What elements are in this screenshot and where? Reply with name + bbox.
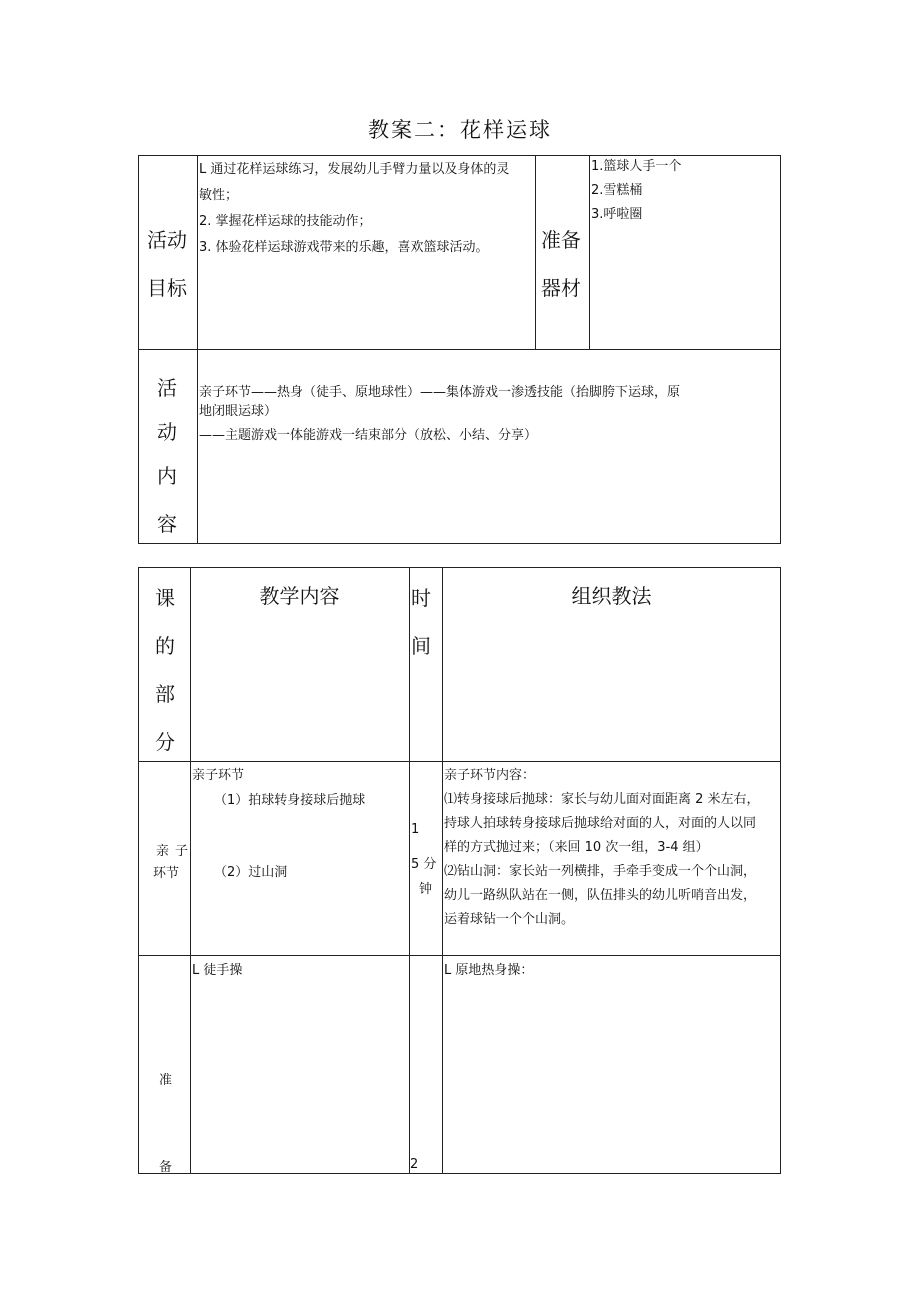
method-header: 组织教法 [571, 584, 652, 608]
list-item: 3.呼啦圈 [591, 207, 643, 222]
content-line: ——主题游戏一体能游戏一结束部分（放松、小结、分享） [199, 428, 538, 443]
table-divider [589, 155, 590, 349]
row-content: 亲子环节 [192, 768, 245, 783]
time-header: 时 [411, 586, 431, 610]
row-part-label: 准 [159, 1073, 173, 1088]
method-line: 运着球钻一个个山洞。 [444, 912, 575, 927]
table-divider [190, 567, 191, 1174]
part-header: 的 [155, 634, 175, 658]
content-label: 内 [157, 464, 177, 488]
table-divider [138, 349, 781, 350]
table-divider [197, 155, 198, 544]
goal-label: 活动 [147, 228, 187, 252]
content-label: 动 [157, 420, 177, 444]
list-item: 敏性； [199, 188, 239, 203]
goal-label: 目标 [147, 276, 187, 300]
table-divider [535, 155, 536, 349]
part-header: 部 [155, 682, 175, 706]
goal-list [199, 157, 534, 261]
method-line: ⑵钻山洞：家长站一列横排，手牵手变成一个个山洞， [444, 864, 757, 879]
method-line: ⑴转身接球后抛球：家长与幼儿面对面距离 2 米左右， [444, 792, 760, 807]
row-time: 1 [411, 822, 420, 837]
content-line: 地闭眼运球） [199, 404, 278, 419]
row-part-label: 亲 [156, 844, 170, 859]
table-divider [138, 955, 781, 956]
row-part-label: 备 [159, 1160, 173, 1175]
list-item: 2.雪糕桶 [591, 183, 643, 198]
row-content: （1）拍球转身接球后抛球 [214, 793, 366, 808]
content-header: 教学内容 [259, 584, 340, 608]
row-part-label: 子 [175, 844, 189, 859]
method-line: 幼儿一路纵队站在一侧，队伍排头的幼儿听哨音出发， [444, 888, 757, 903]
row-time: 钟 [419, 882, 433, 897]
time-header: 间 [411, 634, 431, 658]
row-content: （2）过山洞 [214, 865, 288, 880]
row-time: 2 [410, 1157, 419, 1172]
row-method [444, 764, 780, 932]
part-header: 课 [155, 586, 175, 610]
equipment-list [591, 155, 681, 227]
content-label: 活 [157, 376, 177, 400]
table-divider [138, 761, 781, 762]
part-header: 分 [155, 730, 175, 754]
table-divider [409, 567, 410, 1174]
content-label: 容 [157, 512, 177, 536]
list-item: 3. 体验花样运球游戏带来的乐趣，喜欢篮球活动。 [199, 240, 489, 255]
method-line: 亲子环节内容： [444, 768, 536, 783]
list-item: 2. 掌握花样运球的技能动作； [199, 214, 372, 229]
method-line: 样的方式抛过来；（来回 10 次一组，3-4 组） [444, 840, 709, 855]
method-line: 持球人拍球转身接球后抛球给对面的人，对面的人以同 [444, 816, 757, 831]
row-part-label: 环节 [153, 866, 180, 881]
equipment-label: 准备 [541, 228, 581, 252]
list-item: L 通过花样运球练习，发展幼儿手臂力量以及身体的灵 [199, 162, 510, 177]
row-time: 5 分 [411, 857, 437, 872]
list-item: 1.篮球人手一个 [591, 159, 682, 174]
row-method: L 原地热身操： [444, 963, 534, 978]
row-content: L 徒手操 [192, 963, 243, 978]
equipment-label: 器材 [541, 276, 581, 300]
page-title: 教案二：花样运球 [368, 118, 552, 142]
content-line: 亲子环节——热身（徒手、原地球性）——集体游戏一渗透技能（抬脚胯下运球，原 [199, 385, 681, 400]
table-divider [442, 567, 443, 1174]
